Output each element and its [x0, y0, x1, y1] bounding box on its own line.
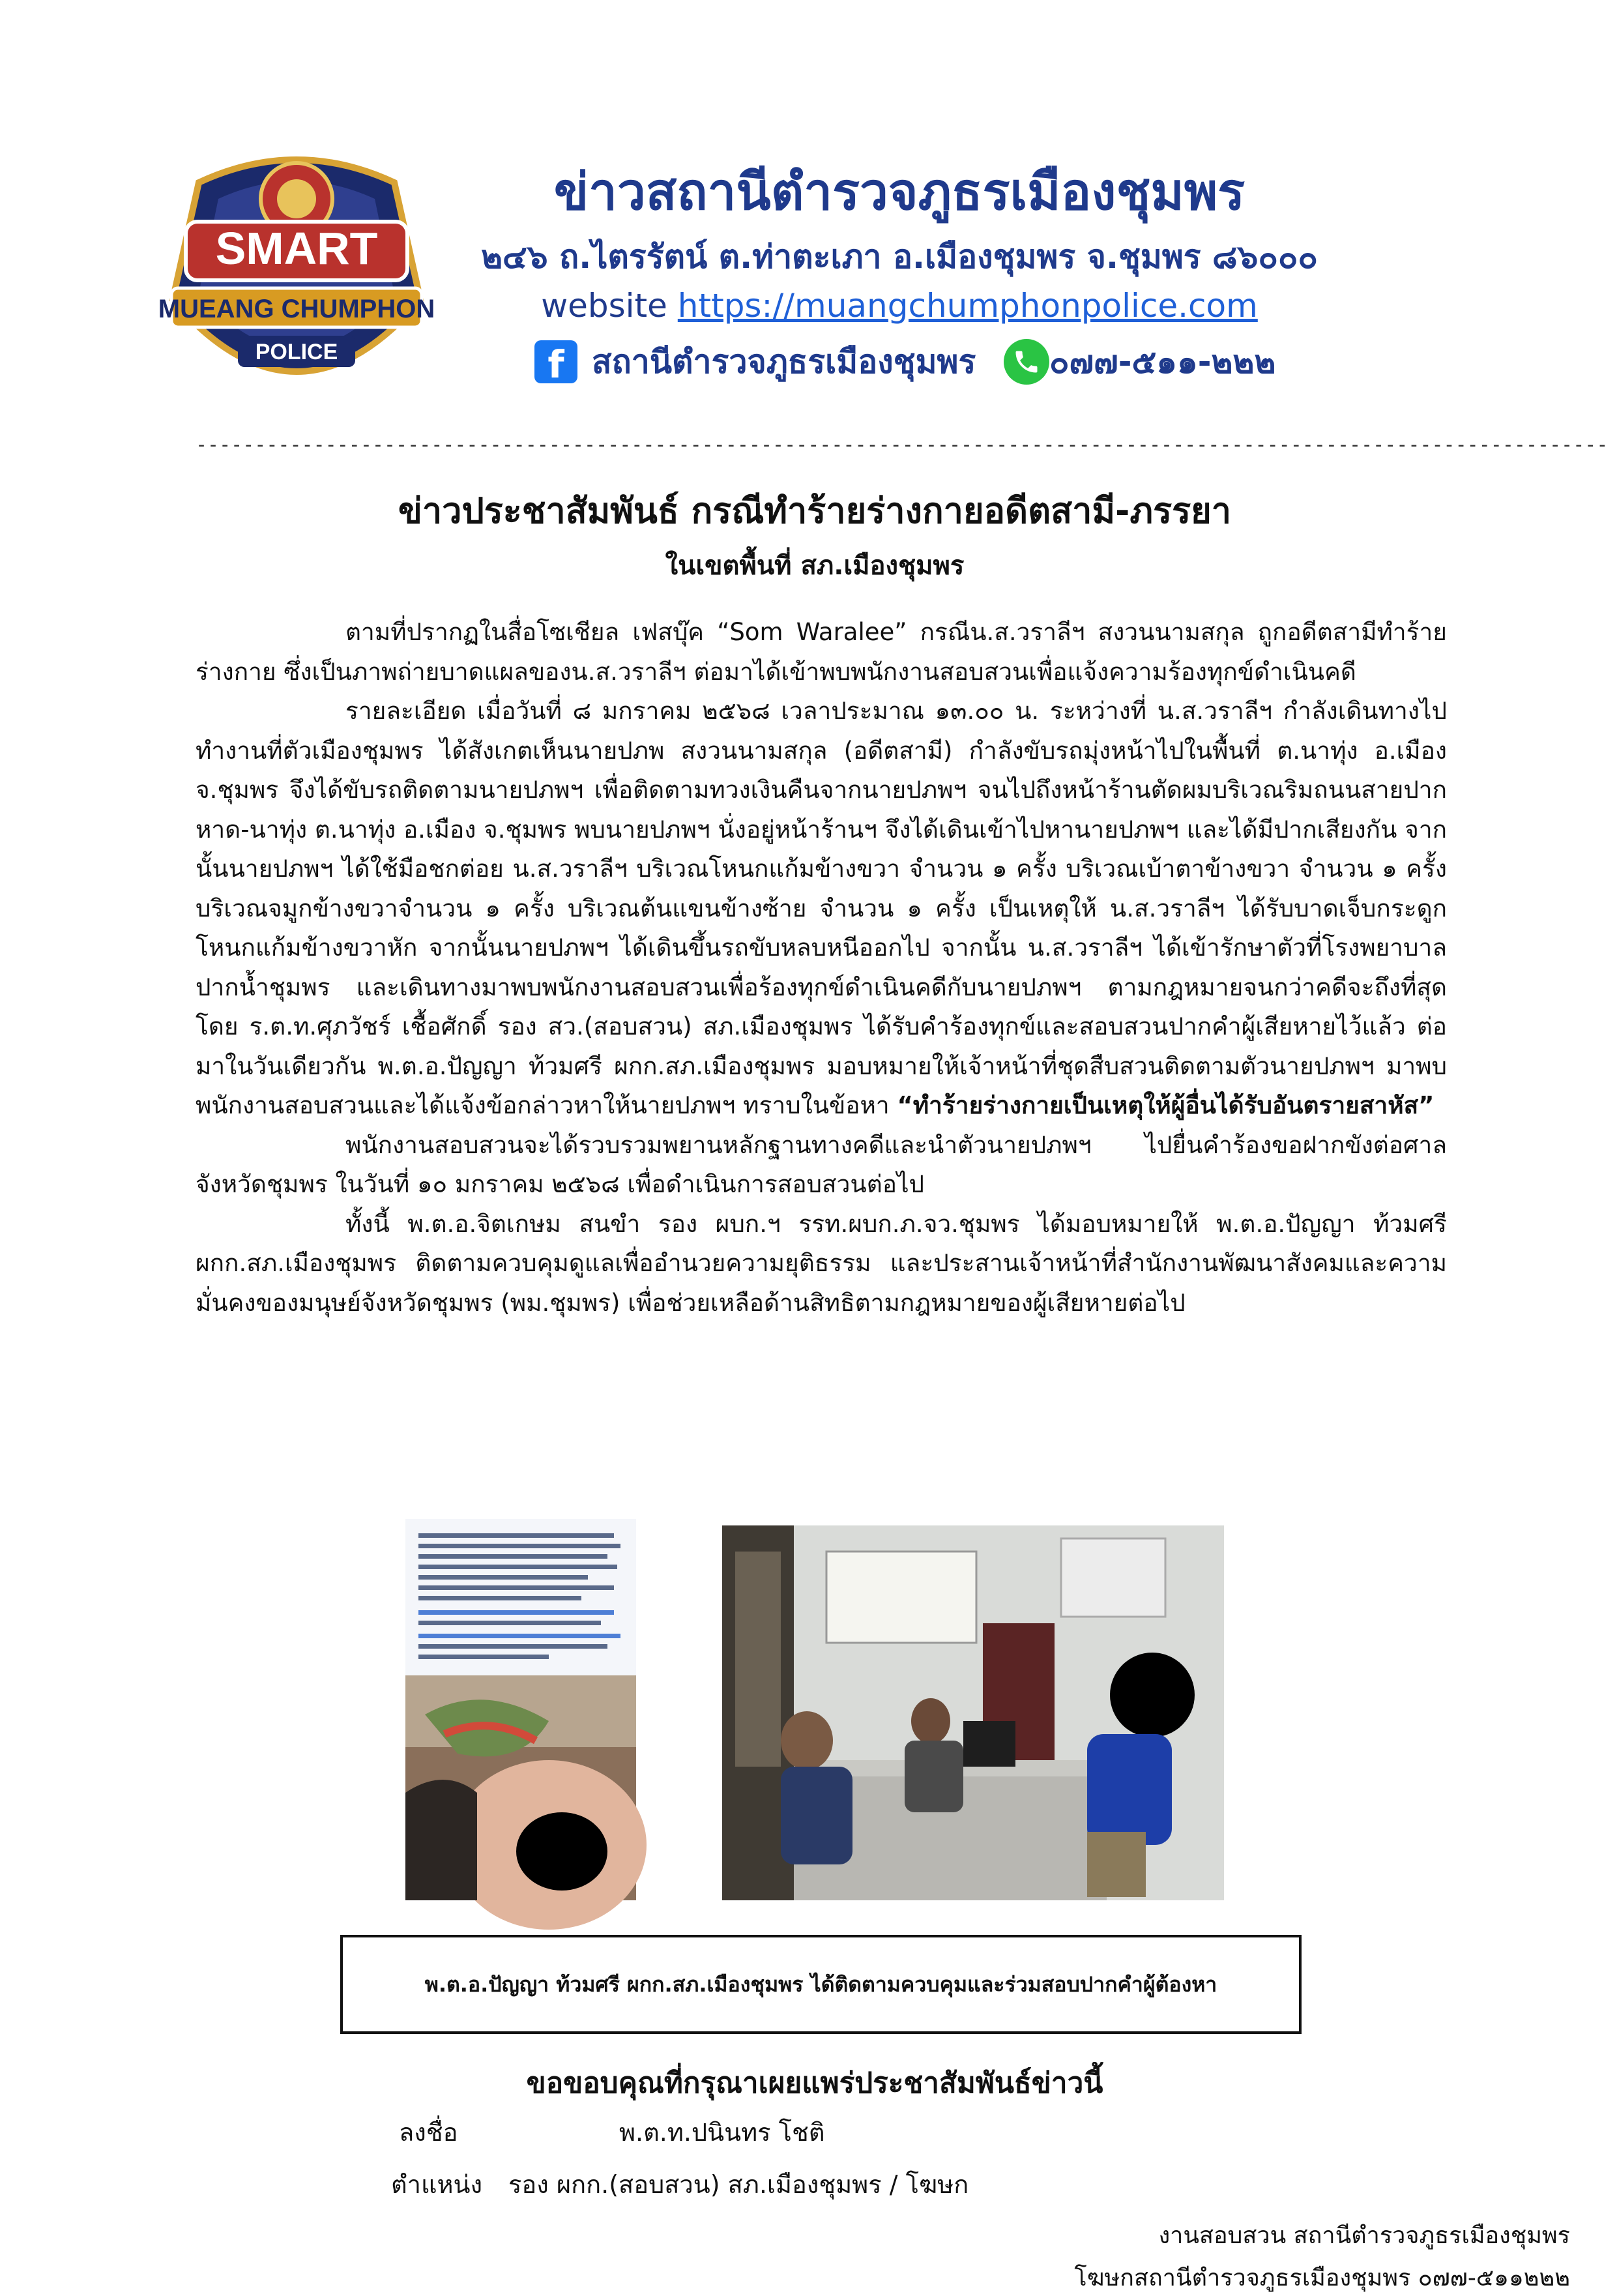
paragraph-2-text: รายละเอียด เมื่อวันที่ ๘ มกราคม ๒๕๖๘ เวลาประมาณ ๑๓.๐๐ น. ระหว่างที่ น.ส.วราลีฯ กำลังเดินทางไปทำงานที่ตัวเมืองชุมพร ได้สังเกตเห็นนายปภพ สงวนนามสกุล (อดีตสามี) กำลังขับรถมุ่งหน้าไปในพื้นที่ ต.นาทุ่ง อ.เมือง จ.ชุมพร จึงได้ขับรถติดตามนายปภพฯ เพื่อติดตามทวงเงินคืนจากนายปภพฯ จนไปถึงหน้าร้านตัดผมบริเวณริมถนนสายปากหาด-นาทุ่ง ต.นาทุ่ง อ.เมือง จ.ชุมพร พบนายปภพฯ นั่งอยู่หน้าร้านฯ จึงได้เดินเข้าไปหานายปภพฯ และได้มีปากเสียงกัน จากนั้นนายปภพฯ ได้ใช้มือชกต่อย น.ส.วราลีฯ บริเวณโหนกแก้มข้างขวา จำนวน ๑ ครั้ง บริเวณเบ้าตาข้างขวา จำนวน ๑ ครั้ง บริเวณจมูกข้างขวาจำนวน ๑ ครั้ง บริเวณต้นแขนข้างซ้าย จำนวน ๑ ครั้ง เป็นเหตุให้ น.ส.วราลีฯ ได้รับบาดเจ็บกระดูกโหนกแก้มข้างขวาหัก จากนั้นนายปภพฯ ได้เดินขึ้นรถขับหลบหนีออกไป จากนั้น น.ส.วราลีฯ ได้เข้ารักษาตัวที่โรงพยาบาลปากน้ำชุมพร และเดินทางมาพบพนักงานสอบสวนเพื่อร้องทุกข์ดำเนินคดีกับนายปภพฯ ตามกฎหมายจนกว่าคดีจะถึงที่สุด โดย ร.ต.ท.ศุภวัชร์ เชื้อศักดิ์ รอง สว.(สอบสวน) สภ.เมืองชุมพร ได้รับคำร้องทุกข์และสอบสวนปากคำผู้เสียหายไว้แล้ว ต่อมาในวันเดียวกัน พ.ต.อ.ปัญญา ท้วมศรี ผกก.สภ.เมืองชุมพร มอบหมายให้เจ้าหน้าที่ชุดสืบสวนติดตามตัวนายปภพฯ มาพบพนักงานสอบสวนและได้แจ้งข้อกล่าวหาให้นายปภพฯ ทราบในข้อหา — [196, 697, 1447, 1119]
position-value: รอง ผกก.(สอบสวน) สภ.เมืองชุมพร / โฆษก — [508, 2170, 969, 2199]
footer-unit: งานสอบสวน สถานีตำรวจภูธรเมืองชุมพร — [1158, 2222, 1570, 2249]
station-address: ๒๔๖ ถ.ไตรรัตน์ ต.ท่าตะเภา อ.เมืองชุมพร จ.ชุมพร ๘๖๐๐๐ — [481, 238, 1318, 276]
charge-text: “ทำร้ายร่างกายเป็นเหตุให้ผู้อื่นได้รับอันตรายสาหัส” — [897, 1091, 1435, 1119]
police-logo — [160, 137, 433, 424]
facebook-icon: f — [534, 340, 577, 383]
photo-caption: พ.ต.อ.ปัญญา ท้วมศรี ผกก.สภ.เมืองชุมพร ได้ติดตามควบคุมและร่วมสอบปากคำผู้ต้องหา — [340, 1935, 1302, 2034]
website-label: website — [541, 287, 667, 325]
paragraph-4: ทั้งนี้ พ.ต.อ.จิตเกษม สนขำ รอง ผบก.ฯ รรท.ผบก.ภ.จว.ชุมพร ได้มอบหมายให้ พ.ต.อ.ปัญญา ท้วมศรี ผกก.สภ.เมืองชุมพร ติดตามควบคุมดูแลเพื่ออำนวยความยุติธรรม และประสานเจ้าหน้าที่สำนักงานพัฒนาสังคมและความมั่นคงของมนุษย์จังหวัดชุมพร (พม.ชุมพร) เพื่อช่วยเหลือด้านสิทธิตามกฎหมายของผู้เสียหายต่อไป — [196, 1209, 1447, 1317]
paragraph-1: ตามที่ปรากฏในสื่อโซเชียล เฟสบุ๊ค “Som Waralee” กรณีน.ส.วราลีฯ สงวนนามสกุล ถูกอดีตสามีทำร้ายร่างกาย ซึ่งเป็นภาพถ่ายบาดแผลของน.ส.วราลีฯ ต่อมาได้เข้าพบพนักงานสอบสวนเพื่อแจ้งความร้องทุกข์ดำเนินคดี — [196, 618, 1447, 686]
interrogation-photo — [722, 1525, 1224, 1900]
station-title: ข่าวสถานีตำรวจภูธรเมืองชุมพร — [553, 163, 1246, 222]
header-divider: ------------------------------------------------------------------------------------------------------------------------ — [196, 434, 1609, 456]
logo-middle-text: MUEANG CHUMPHON — [158, 295, 435, 323]
news-subtitle: ในเขตพื้นที่ สภ.เมืองชุมพร — [665, 551, 965, 581]
victim-post-photo — [405, 1519, 636, 1900]
logo-top-text: SMART — [215, 223, 378, 274]
footer-phone: โฆษกสถานีตำรวจภูธรเมืองชุมพร ๐๗๗-๕๑๑๒๒๒ — [1074, 2265, 1570, 2291]
sign-label: ลงชื่อ — [399, 2118, 458, 2147]
news-title: ข่าวประชาสัมพันธ์ กรณีทำร้ายร่างกายอดีตสามี-ภรรยา — [398, 490, 1232, 531]
news-body — [196, 613, 1447, 1323]
website-link[interactable]: https://muangchumphonpolice.com — [677, 287, 1258, 325]
phone-number: ๐๗๗-๕๑๑-๒๒๒ — [1049, 342, 1276, 381]
phone-line[interactable] — [1004, 339, 1275, 385]
thanks-text: ขอขอบคุณที่กรุณาเผยแพร่ประชาสัมพันธ์ข่าวนี้ — [526, 2067, 1103, 2100]
paragraph-2 — [196, 692, 1447, 1126]
position-label: ตำแหน่ง — [391, 2170, 483, 2199]
website-line — [417, 287, 1382, 325]
facebook-line[interactable] — [534, 339, 976, 385]
paragraph-3: พนักงานสอบสวนจะได้รวบรวมพยานหลักฐานทางคดีและนำตัวนายปภพฯ ไปยื่นคำร้องขอฝากขังต่อศาลจังหวัดชุมพร ในวันที่ ๑๐ มกราคม ๒๕๖๘ เพื่อดำเนินการสอบสวนต่อไป — [196, 1130, 1447, 1198]
sign-name: พ.ต.ท.ปนินทร โชติ — [619, 2118, 825, 2147]
facebook-name: สถานีตำรวจภูธรเมืองชุมพร — [592, 342, 976, 381]
logo-bottom-text: POLICE — [255, 340, 338, 364]
phone-icon — [1004, 339, 1049, 385]
